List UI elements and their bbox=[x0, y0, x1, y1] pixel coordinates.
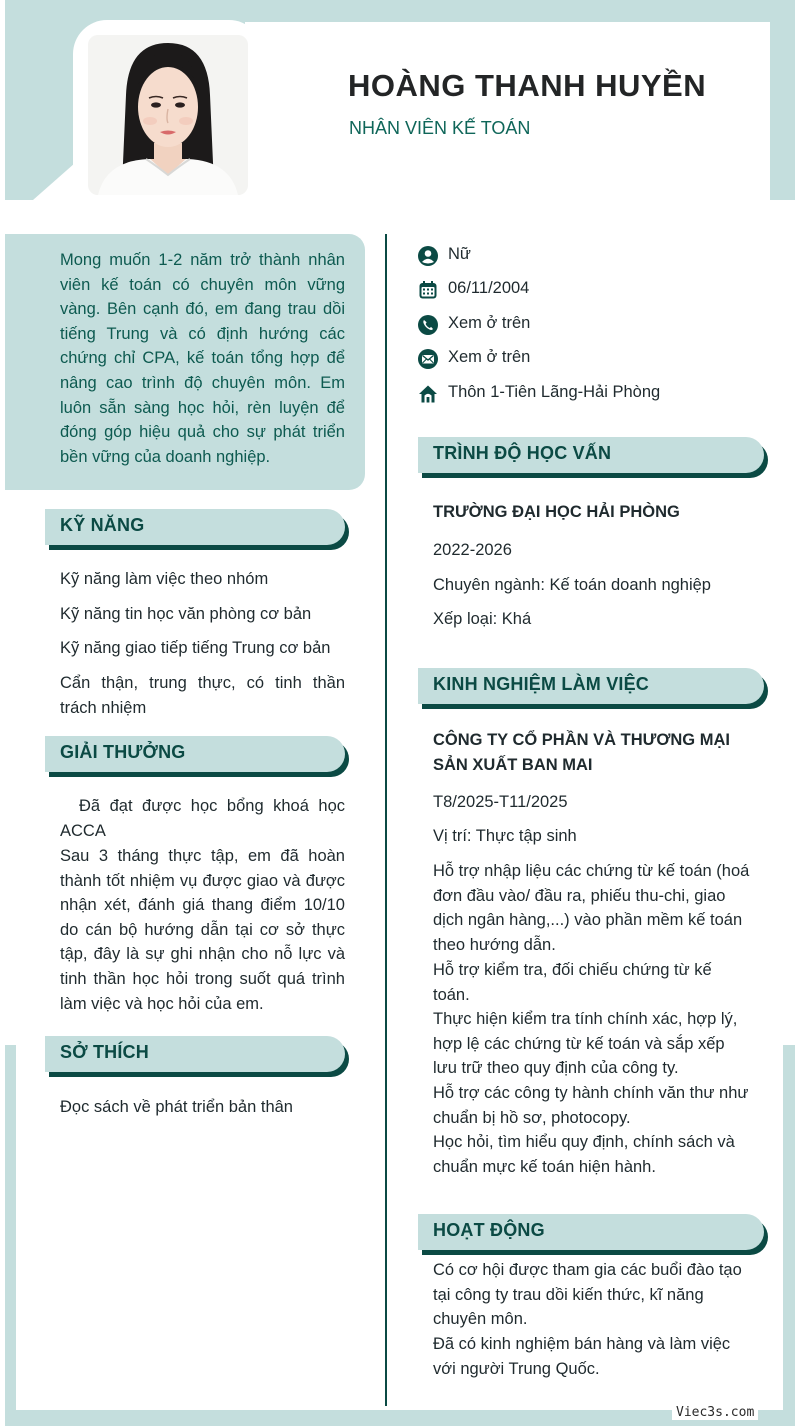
education-title: TRÌNH ĐỘ HỌC VẤN bbox=[433, 443, 612, 463]
skills-title: KỸ NĂNG bbox=[60, 515, 145, 535]
activities-header bbox=[418, 1214, 764, 1250]
activity-item: Đã có kinh nghiệm bán hàng và làm việc với người Trung Quốc. bbox=[433, 1335, 731, 1378]
email-value: Xem ở trên bbox=[448, 348, 531, 366]
experience-position: Vị trí: Thực tập sinh bbox=[433, 827, 577, 845]
experience-header bbox=[418, 668, 764, 704]
contact-address bbox=[417, 382, 661, 406]
skill-item: Kỹ năng tin học văn phòng cơ bản bbox=[60, 605, 312, 623]
contact-birthday bbox=[417, 278, 530, 302]
contact-phone bbox=[417, 313, 531, 337]
education-period: 2022-2026 bbox=[433, 541, 512, 559]
side-decoration-left bbox=[5, 1045, 16, 1426]
education-major: Chuyên ngành: Kế toán doanh nghiệp bbox=[433, 576, 711, 594]
duty-item: Hỗ trợ các công ty hành chính văn thư như chuẩn bị hồ sơ, photocopy. bbox=[433, 1084, 749, 1127]
job-title: NHÂN VIÊN KẾ TOÁN bbox=[349, 118, 531, 138]
school-name: TRƯỜNG ĐẠI HỌC HẢI PHÒNG bbox=[433, 503, 680, 521]
education-rank: Xếp loại: Khá bbox=[433, 610, 532, 628]
hobbies-title: SỞ THÍCH bbox=[60, 1042, 149, 1062]
side-decoration-right bbox=[783, 1045, 795, 1426]
skill-item: Kỹ năng làm việc theo nhóm bbox=[60, 570, 269, 588]
header-card bbox=[245, 22, 770, 200]
watermark: Viec3s.com bbox=[672, 1405, 758, 1420]
phone-icon bbox=[417, 314, 439, 336]
skills-header bbox=[45, 509, 345, 545]
phone-value: Xem ở trên bbox=[448, 314, 531, 332]
experience-period: T8/2025-T11/2025 bbox=[433, 793, 568, 811]
awards-title: GIẢI THƯỞNG bbox=[60, 742, 186, 762]
duty-item: Học hỏi, tìm hiểu quy định, chính sách và chuẩn mực kế toán hiện hành. bbox=[433, 1133, 735, 1176]
activity-item: Có cơ hội được tham gia các buổi đào tạo tại công ty trau dồi kiến thức, kĩ năng chuyên môn. bbox=[433, 1261, 742, 1329]
award-item: Đã đạt được học bổng khoá học ACCA bbox=[60, 797, 349, 840]
mail-icon bbox=[417, 348, 439, 370]
calendar-icon bbox=[417, 279, 439, 301]
birthday-value: 06/11/2004 bbox=[448, 279, 530, 297]
education-header bbox=[418, 437, 764, 473]
address-value: Thôn 1-Tiên Lãng-Hải Phòng bbox=[448, 383, 661, 401]
profile-photo bbox=[88, 35, 248, 195]
company-name: SẢN XUẤT BAN MAI bbox=[433, 756, 593, 774]
skill-item: Kỹ năng giao tiếp tiếng Trung cơ bản bbox=[60, 639, 331, 657]
contact-email bbox=[417, 347, 531, 371]
skill-item: Cẩn thận, trung thực, có tinh thần trách nhiệm bbox=[60, 674, 345, 717]
company-name: CÔNG TY CỔ PHẦN VÀ THƯƠNG MẠI bbox=[433, 731, 730, 749]
duty-item: Hỗ trợ nhập liệu các chứng từ kế toán (hoá đơn đầu vào/ đầu ra, phiếu thu-chi, giao dịch ngân hàng,...) vào phần mềm kế toán theo hướng dẫn. bbox=[433, 862, 750, 954]
candidate-name: HOÀNG THANH HUYỀN bbox=[348, 68, 707, 103]
gender-value: Nữ bbox=[448, 245, 471, 263]
objective-text: Mong muốn 1-2 năm trở thành nhân viên kế toán có chuyên môn vững vàng. Bên cạnh đó, em đang trau dồi tiếng Trung và có định hướng các chứng chỉ CPA, kế toán tổng hợp để nâng cao trình độ chuyên môn. Em luôn sẵn sàng học hỏi, rèn luyện để đóng góp hiệu quả cho sự phát triển bền vững của doanh nghiệp. bbox=[60, 251, 345, 466]
hobby-text: Đọc sách về phát triển bản thân bbox=[60, 1098, 293, 1116]
award-item: Sau 3 tháng thực tập, em đã hoàn thành tốt nhiệm vụ được giao và được nhận xét, đánh giá thang điểm 10/10 do cán bộ hướng dẫn tại cơ sở thực tập, đây là sự ghi nhận cho nỗ lực và tinh thần học hỏi trong suốt quá trình làm việc và học hỏi của em. bbox=[60, 847, 345, 1013]
experience-title: KINH NGHIỆM LÀM VIỆC bbox=[433, 674, 650, 694]
awards-header bbox=[45, 736, 345, 772]
home-icon bbox=[417, 383, 439, 405]
activities-title: HOẠT ĐỘNG bbox=[433, 1220, 545, 1240]
duty-item: Hỗ trợ kiểm tra, đối chiếu chứng từ kế toán. bbox=[433, 961, 712, 1004]
hobbies-header bbox=[45, 1036, 345, 1072]
contact-gender bbox=[417, 244, 471, 268]
duty-item: Thực hiện kiểm tra tính chính xác, hợp lý, hợp lệ các chứng từ kế toán và sắp xếp lưu trữ theo quy định của công ty. bbox=[433, 1010, 738, 1078]
column-divider bbox=[385, 234, 387, 1406]
user-icon bbox=[417, 245, 439, 267]
